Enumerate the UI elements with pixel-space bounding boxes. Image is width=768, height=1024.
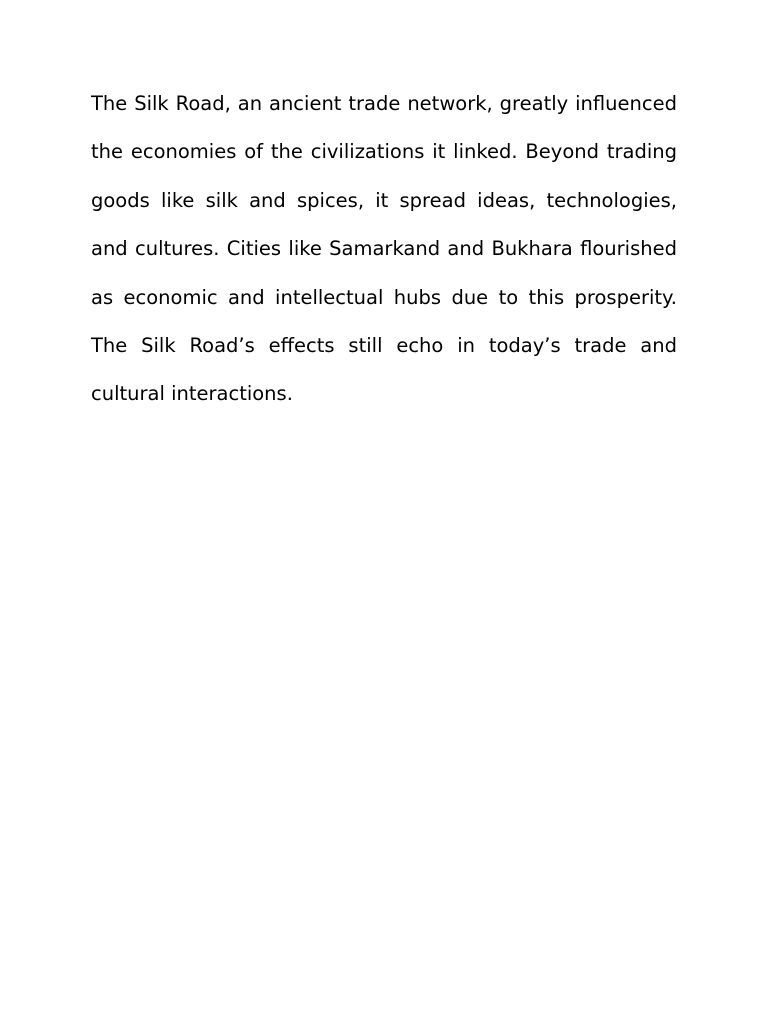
body-paragraph: The Silk Road, an ancient trade network, greatly influenced the economies of the civilizations it linked. Beyond trading goods like silk and spices, it spread ideas, technologies, and cultures. Cities like Samarkand and Bukhara flourished as economic and intellectual hubs due to this prosperity. The Silk Road’s effects still echo in today’s trade and cultural interactions. [91, 92, 677, 406]
